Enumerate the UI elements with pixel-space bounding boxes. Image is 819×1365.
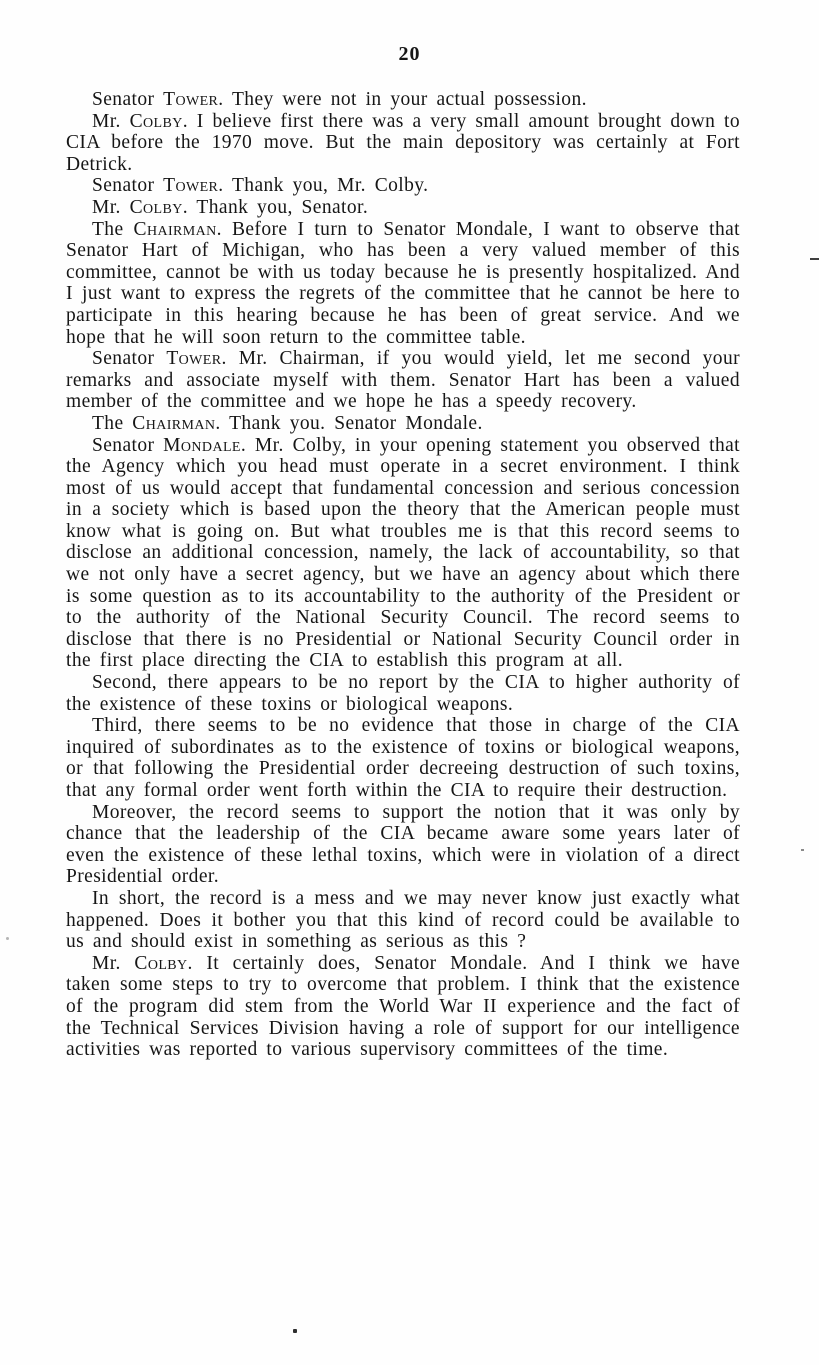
paragraph-text: In short, the record is a mess and we may never know just exactly what happened. Does it bother you that this kind of record could be available to us and should exist in something as serious as this ?: [66, 887, 740, 953]
transcript-paragraph: [66, 715, 740, 801]
transcript-body: [66, 89, 740, 1061]
scan-artifact-speck: [801, 849, 804, 851]
speaker-name: Colby: [129, 110, 183, 132]
paragraph-text: . Thank you, Mr. Colby.: [218, 175, 429, 197]
transcript-paragraph: [66, 802, 740, 888]
paragraph-text: . Mr. Chairman, if you would yield, let me second your remarks and associate myself with them. Senator Hart has been a valued member of the committee and we hope he has a speedy recovery.: [66, 348, 740, 413]
speaker-name: Mondale: [163, 434, 241, 456]
paragraph-text: Third, there seems to be no evidence that those in charge of the CIA inquired of subordinates as to the existence of toxins or biological weapons, or that following the Presidential order decreeing destruction of such toxins, that any formal order went forth within the CIA to require their destruction.: [66, 715, 740, 801]
paragraph-text: . It certainly does, Senator Mondale. And I think we have taken some steps to try to overcome that problem. I think that the existence of the program did stem from the World War II experience and the fact of the Technical Services Division having a role of support for our intelligence activities was reported to various supervisory committees of the time.: [66, 952, 741, 1061]
speaker-name: Chairman: [132, 412, 216, 434]
paragraph-text: . Thank you, Senator.: [182, 196, 369, 218]
paragraph-text: . Before I turn to Senator Mondale, I want to observe that Senator Hart of Michigan, who has been a very valued member of this committee, cannot be with us today because he is presently hospitalized. And I just want to express the regrets of the committee that he cannot be here to participate in this hearing because he has been of great service. And we hope that he will soon return to the committee table.: [66, 218, 740, 348]
speaker-title: Senator: [92, 434, 164, 456]
transcript-paragraph: [66, 175, 740, 197]
speaker-title: Mr.: [92, 110, 130, 132]
speaker-title: Mr.: [92, 196, 130, 218]
paragraph-text: . Thank you. Senator Mondale.: [215, 412, 483, 434]
speaker-title: Senator: [92, 175, 164, 197]
page-number: 20: [398, 43, 421, 65]
speaker-name: Tower: [166, 348, 222, 370]
paragraph-text: Moreover, the record seems to support the notion that it was only by chance that the leadership of the CIA became aware some years later of even the existence of these lethal toxins, which were in violation of a direct Presidential order.: [66, 801, 740, 888]
speaker-name: Colby: [134, 952, 188, 974]
transcript-paragraph: [66, 111, 740, 176]
scan-artifact-dash: [810, 258, 819, 260]
speaker-name: Tower: [163, 175, 219, 197]
paragraph-text: . They were not in your actual possession.: [218, 89, 587, 110]
scan-artifact-speck: [6, 937, 9, 940]
speaker-title: The: [92, 412, 133, 434]
speaker-title: The: [92, 218, 134, 240]
paragraph-text: . Mr. Colby, in your opening statement you observed that the Agency which you head must operate in a secret environment. I think most of us would accept that fundamental concession and serious concession in a society which is based upon the theory that the American people must know what is going on. But what troubles me is that this record seems to disclose an additional concession, namely, the lack of accountability, so that we not only have a secret agency, but we have an agency about which there is some question as to its accountability to the authority of the President or to the authority of the National Security Council. The record seems to disclose that there is no Presidential or National Security Council order in the first place directing the CIA to establish this program at all.: [66, 434, 740, 672]
transcript-paragraph: [66, 888, 740, 953]
scan-artifact-speck: [293, 1329, 297, 1333]
transcript-paragraph: [66, 348, 740, 413]
speaker-title: Senator: [92, 348, 167, 370]
transcript-paragraph: [66, 672, 740, 715]
transcript-paragraph: [66, 197, 740, 219]
speaker-title: Senator: [92, 89, 164, 110]
speaker-name: Tower: [163, 89, 219, 110]
transcript-paragraph: [66, 219, 740, 349]
transcript-paragraph: [66, 435, 740, 673]
speaker-name: Chairman: [133, 218, 217, 240]
transcript-paragraph: [66, 89, 740, 111]
paragraph-text: Second, there appears to be no report by the CIA to higher authority of the existence of these toxins or biological weapons.: [66, 672, 740, 715]
paragraph-text: . I believe first there was a very small amount brought down to CIA before the 1970 move. But the main depository was certainly at Fort Detrick.: [66, 110, 741, 175]
transcript-paragraph: [66, 953, 740, 1061]
transcript-paragraph: [66, 413, 740, 435]
speaker-title: Mr.: [92, 952, 135, 974]
speaker-name: Colby: [129, 196, 183, 218]
